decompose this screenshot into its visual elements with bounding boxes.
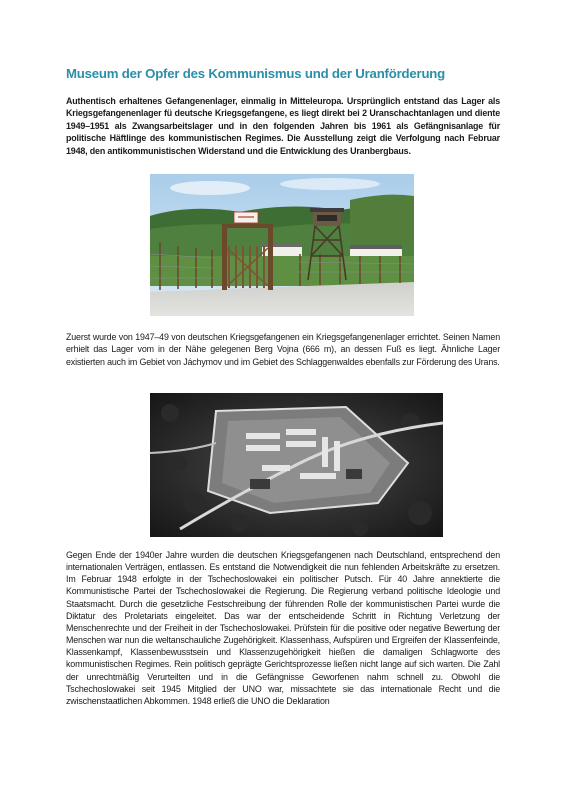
intro-paragraph: Authentisch erhaltenes Gefangenenlager, einmalig in Mitteleuropa. Ursprünglich entstand das Lager als Kriegsgefangenenlager fü deutsche Kriegsgefangene, es liegt direkt bei 2 Uranschachtanlagen und diente 1949–1951 als Zwangsarbeitslager und in den folgenden Jahren bis 1961 als Gefängnisanlage für politische Häftlinge des kommunistischen Regimes. Die Ausstellung zeigt die Verfolgung nach Februar 1948, den antikommunistischen Widerstand und die Entwicklung des Uranbergbaus. <box>66 96 500 156</box>
page-title: Museum der Opfer des Kommunismus und der Uranförderung <box>66 66 446 81</box>
camp-gate-photo <box>150 174 414 316</box>
camp-gate-image <box>150 174 414 316</box>
politics-paragraph: Gegen Ende der 1940er Jahre wurden die deutschen Kriegsgefangenen nach Deutschland, entsprechend den internationalen Verträgen, entlassen. Es entstand die Notwendigkeit die nun fehlenden Arbeitskräfte zu ersetzen. Im Februar 1948 erfolgte in der Tschechoslowakei ein politischer Putsch. Für 40 Jahre annektierte die Kommunistische Partei der Tschechoslowakei die Regierung. Die Regierung verband politische Ideologie und Staatsmacht. Durch die gesetzliche Festschreibung der führenden Rolle der kommunistischen Partei wurde die Diktatur des Proletariats eingeleitet. Das war der entscheidende Schritt in Richtung Verletzung der Menschenrechte und der Freiheit in der Tschechoslowakei. Prüfstein für die positive oder negative Bewertung der Menschen war nun die weltanschauliche Zugehörigkeit. Klassenhass, Aufspüren und Ergreifen der Klassenfeinde, Klassenkampf, Klassenbewusstsein und Klassenzugehörigkeit hießen die damaligen Schlagworte des kommunistischen Regimes. Rein politisch geprägte Gerichtsprozesse ließen nicht lange auf sich warten. Die Zahl der unrechtmäßig Verurteilten und in die Gefängnisse Geworfenen nahm schnell zu. Obwohl die Tschechoslowakei seit 1945 Mitglied der UNO war, missachtete sie das internationale Recht und die zwischenstaatlichen Abkommen. 1948 erließ die UNO die Deklaration <box>66 550 500 706</box>
aerial-camp-image <box>150 393 443 537</box>
aerial-camp-photo <box>150 393 443 537</box>
history-paragraph: Zuerst wurde von 1947–49 von deutschen Kriegsgefangenen ein Kriegsgefangenenlager errichtet. Seinen Namen erhielt das Lager vom in der Nähe gelegenen Berg Vojna (666 m), an dessen Fuß es liegt. Ähnliche Lager existierten auch im Gebiet von Jáchymov und im Gebiet des Schlaggenwaldes ebenfalls zur Förderung des Urans. <box>66 332 500 367</box>
